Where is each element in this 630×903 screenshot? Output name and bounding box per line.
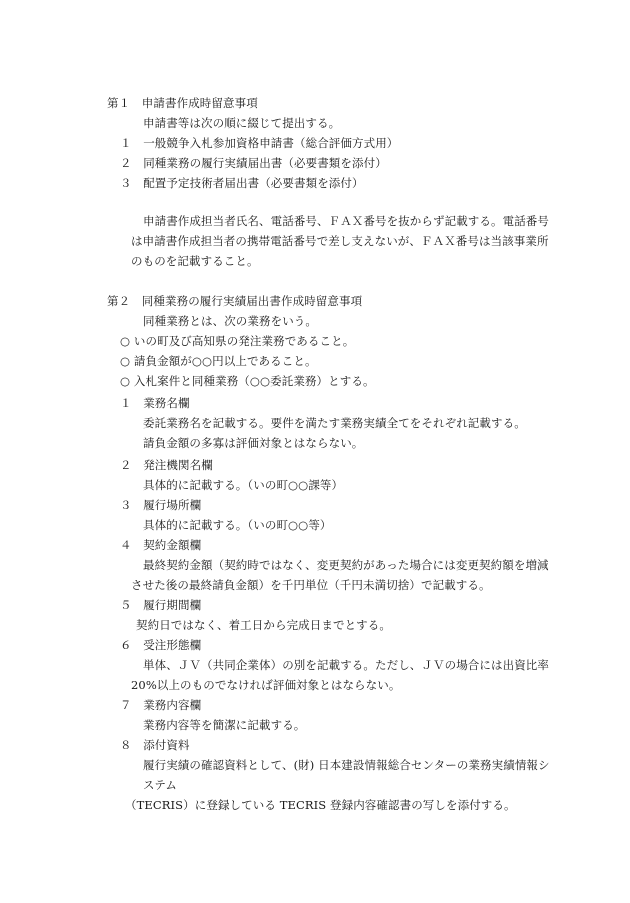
field-title: ６ 受注形態欄 [120,638,202,652]
field-text: 履行実績の確認資料として、(財) 日本建設情報総合センターの業務実績情報シ [143,758,550,772]
condition-item: ○ 請負金額が○○円以上であること。 [120,354,317,368]
field-title: ４ 契約金額欄 [120,538,202,552]
field-text: 委託業務名を記載する。要件を満たす業務実績全てをそれぞれ記載する。 [143,416,526,430]
section1-item-2: ２ 同種業務の履行実績届出書（必要書類を添付） [120,156,387,170]
section1-note-line-1: 申請書作成担当者氏名、電話番号、ＦＡＸ番号を抜からず記載する。電話番号 [143,214,549,228]
field-title: ３ 履行場所欄 [120,498,202,512]
section2-heading: 第２ 同種業務の履行実績届出書作成時留意事項 [107,294,363,308]
field-title: ８ 添付資料 [120,738,190,752]
field-title: ２ 発注機関名欄 [120,458,213,472]
field-title: ７ 業務内容欄 [120,698,202,712]
section1-item-1: １ 一般競争入札参加資格申請書（総合評価方式用） [120,136,399,150]
field-text: 具体的に記載する。（いの町○○課等） [143,478,344,492]
section1-intro: 申請書等は次の順に綴じて提出する。 [143,116,341,130]
field-text: ステム [143,778,177,792]
field-text: 業務内容等を簡潔に記載する。 [143,718,306,732]
field-text: 20%以上のものでなければ評価対象とはならない。 [131,678,401,692]
field-title: ５ 履行期間欄 [120,598,202,612]
condition-item: ○ いの町及び高知県の発注業務であること。 [120,334,355,348]
field-text: （TECRIS）に登録している TECRIS 登録内容確認書の写しを添付する。 [125,798,516,812]
section1-note-line-3: のものを記載すること。 [131,254,259,268]
field-text: 最終契約金額（契約時ではなく、変更契約があった場合には変更契約額を増減 [143,558,549,572]
section1-item-3: ３ 配置予定技術者届出書（必要書類を添付） [120,176,364,190]
condition-item: ○ 入札案件と同種業務（○○委託業務）とする。 [120,374,375,388]
section2-intro: 同種業務とは、次の業務をいう。 [143,314,317,328]
field-text: 請負金額の多寡は評価対象とはならない。 [143,436,364,450]
field-text: 具体的に記載する。（いの町○○等） [143,518,332,532]
field-text: させた後の最終請負金額）を千円単位（千円未満切捨）で記載する。 [131,578,491,592]
field-text: 単体、ＪＶ（共同企業体）の別を記載する。ただし、ＪＶの場合には出資比率 [143,658,549,672]
section1-heading: 第１ 申請書作成時留意事項 [107,96,258,110]
section1-note-line-2: は申請書作成担当者の携帯電話番号で差し支えないが、ＦＡＸ番号は当該事業所 [131,234,549,248]
field-title: １ 業務名欄 [120,396,190,410]
field-text: 契約日ではなく、着工日から完成日までとする。 [136,618,391,632]
